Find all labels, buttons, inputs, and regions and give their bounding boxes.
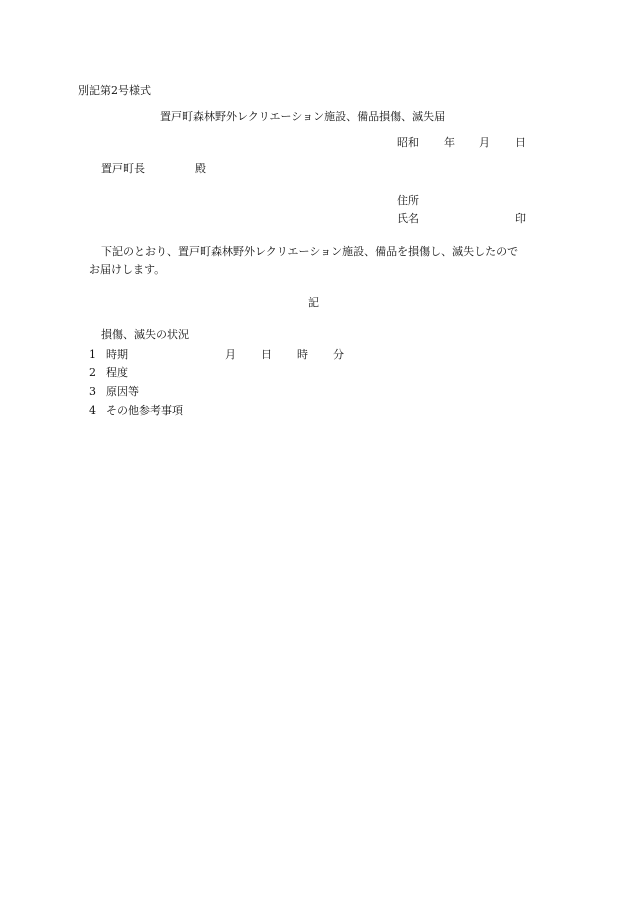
time-month-unit: 月 (225, 348, 236, 361)
name-label: 氏名 (397, 212, 419, 225)
time-hour-unit: 時 (297, 348, 308, 361)
form-number: 別記第2号様式 (78, 84, 151, 97)
item-label: 原因等 (106, 385, 139, 398)
seal-mark: 印 (515, 212, 526, 225)
item-number: 3 (89, 385, 96, 398)
date-day-unit: 日 (515, 136, 526, 149)
item-number: 4 (89, 404, 96, 417)
document-title: 置戸町森林野外レクリエーション施設、備品損傷、滅失届 (160, 110, 446, 123)
body-line-1: 下記のとおり、置戸町森林野外レクリエーション施設、備品を損傷し、滅失したので (101, 245, 519, 258)
item-number: 2 (89, 366, 96, 379)
date-era: 昭和 (397, 136, 419, 149)
item-label: 時期 (106, 348, 128, 361)
date-month-unit: 月 (479, 136, 490, 149)
item-label: 程度 (106, 366, 128, 379)
time-day-unit: 日 (261, 348, 272, 361)
ki-heading: 記 (308, 296, 319, 309)
item-label: その他参考事項 (106, 404, 183, 417)
section-heading: 損傷、滅失の状況 (101, 328, 189, 341)
date-year-unit: 年 (444, 136, 455, 149)
address-label: 住所 (397, 194, 419, 207)
addressee-name: 置戸町長 (101, 162, 145, 175)
time-minute-unit: 分 (333, 348, 344, 361)
body-line-2: お届けします。 (89, 263, 166, 276)
addressee-honorific: 殿 (195, 162, 206, 175)
item-number: 1 (89, 348, 96, 361)
